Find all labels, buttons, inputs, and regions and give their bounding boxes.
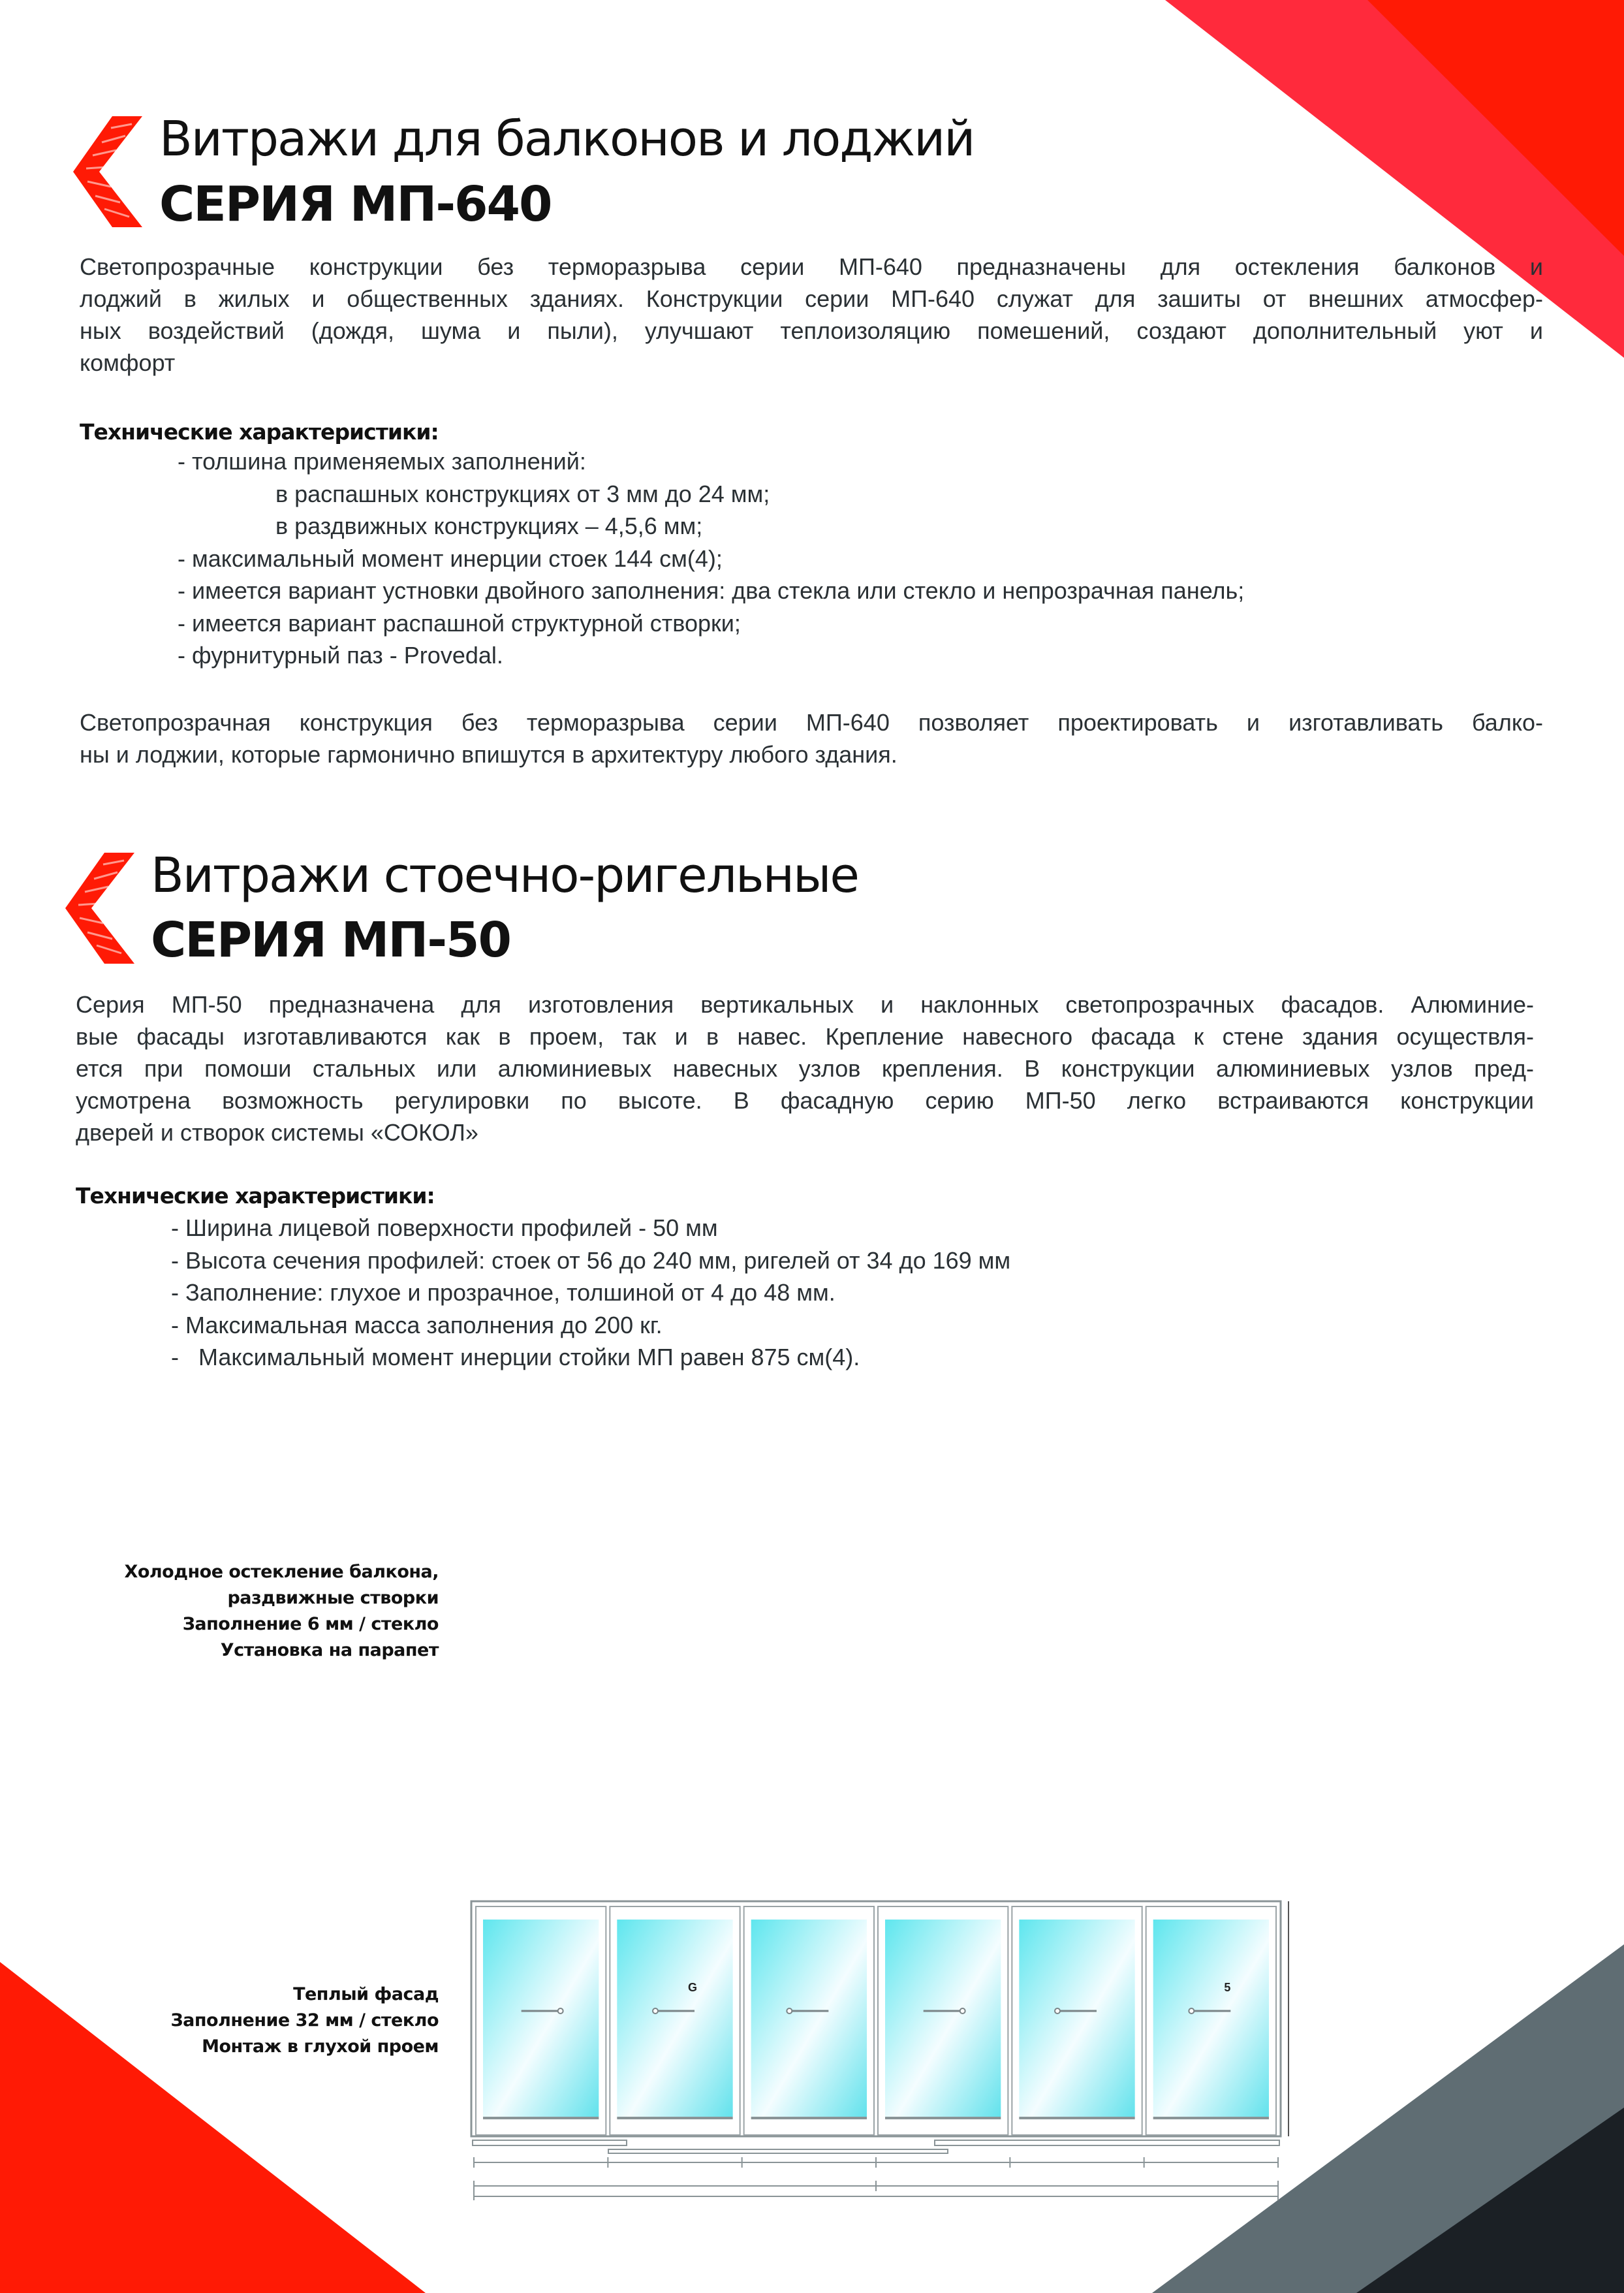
- sash-bottom-rail: [885, 2117, 1001, 2119]
- sill: [935, 2140, 1279, 2145]
- section2-specs-heading: Технические характеристики:: [76, 1183, 435, 1209]
- spec-item: - фурнитурный паз - Provedal.: [178, 642, 503, 669]
- outro-line: ны и лоджии, которые гармонично впишутся в архитектуру любого здания.: [80, 741, 898, 768]
- caption-warm-facade: [170, 1982, 439, 2060]
- glass-pane: [751, 1920, 867, 2117]
- intro-line: дверей и створок системы «СОКОЛ»: [76, 1119, 478, 1146]
- section1-series: СЕРИЯ МП-640: [159, 176, 552, 232]
- intro-line: Серия МП-50 предназначена для изготовления вертикальных и наклонных светопрозрачных фасадов. Алюминие-: [76, 991, 1534, 1018]
- glass-pane: [885, 1920, 1001, 2117]
- caption-line: Установка на парапет: [220, 1640, 439, 1660]
- spec-item: - имеется вариант устновки двойного заполнения: два стекла или стекло и непрозрачная панель;: [178, 577, 1245, 604]
- outro-line: Светопрозрачная конструкция без терморазрыва серии МП-640 позволяет проектировать и изготавливать балко-: [80, 709, 1543, 736]
- sill: [608, 2149, 948, 2153]
- caption-line: раздвижные створки: [227, 1588, 439, 1608]
- caption-line: Холодное остекление балкона,: [124, 1562, 439, 1582]
- section2-intro: [76, 988, 1534, 1148]
- spec-item: в распашных конструкциях от 3 мм до 24 мм;: [275, 480, 770, 507]
- handle-knob-icon: [1189, 2008, 1194, 2014]
- caption-line: Монтаж в глухой проем: [202, 2036, 439, 2057]
- sash-bottom-rail: [617, 2117, 732, 2119]
- intro-line: Светопрозрачные конструкции без терморазрыва серии МП-640 предназначены для остекления балконов и: [80, 253, 1543, 280]
- spec-item: в раздвижных конструкциях – 4,5,6 мм;: [275, 513, 703, 539]
- section1-title: Витражи для балконов и лоджий: [159, 111, 975, 167]
- spec-item: - Максимальный момент инерции стойки МП равен 875 см(4).: [171, 1344, 860, 1370]
- caption-line: Теплый фасад: [293, 1984, 439, 2004]
- glass-pane: [617, 1920, 732, 2117]
- intro-line: вые фасады изготавливаются как в проем, так и в навес. Крепление навесного фасада к стене здания осуществля-: [76, 1023, 1534, 1050]
- sash-bottom-rail: [1153, 2117, 1269, 2119]
- caption-line: Заполнение 6 мм / стекло: [182, 1614, 439, 1634]
- spec-item: - Высота сечения профилей: стоек от 56 до 240 мм, ригелей от 34 до 169 мм: [171, 1246, 1011, 1274]
- section1-outro: [80, 706, 1543, 770]
- spec-item: - толшина применяемых заполнений:: [178, 448, 586, 475]
- glass-pane: [1019, 1920, 1134, 2117]
- section1-specs-list: [178, 445, 1244, 672]
- spec-item: - имеется вариант распашной структурной створки;: [178, 609, 741, 637]
- sash-bottom-rail: [483, 2117, 599, 2119]
- sash-bottom-rail: [1019, 2117, 1134, 2119]
- logo-chevron-icon: [65, 853, 137, 964]
- handle-knob-icon: [960, 2008, 965, 2014]
- section2-specs-list: [171, 1212, 1010, 1374]
- intro-line: лоджий в жилых и общественных зданиях. Конструкции серии МП-640 служат для зашиты от внешних атмосфер-: [80, 285, 1543, 312]
- window-diagram: [465, 1893, 1295, 2200]
- sill: [473, 2140, 627, 2145]
- spec-item: - Ширина лицевой поверхности профилей - 50 мм: [171, 1214, 718, 1241]
- handle-knob-icon: [653, 2008, 658, 2014]
- section2-title: Витражи стоечно-ригельные: [151, 847, 858, 904]
- logo-chevron-icon: [73, 116, 145, 227]
- spec-item: - Заполнение: глухое и прозрачное, толшиной от 4 до 48 мм.: [171, 1279, 835, 1306]
- spec-item: - Максимальная масса заполнения до 200 кг.: [171, 1311, 663, 1338]
- sash-bottom-rail: [751, 2117, 867, 2119]
- intro-line: ных воздействий (дождя, шума и пыли), улучшают теплоизоляцию помешений, создают дополнительный уют и: [80, 317, 1543, 344]
- glass-pane: [483, 1920, 599, 2117]
- caption-cold-glazing: [125, 1559, 439, 1664]
- sash-mark-label: G: [688, 1981, 698, 1994]
- intro-line: комфорт: [80, 349, 176, 376]
- handle-knob-icon: [787, 2008, 792, 2014]
- spec-item: - максимальный момент инерции стоек 144 см(4);: [178, 545, 723, 572]
- handle-knob-icon: [558, 2008, 563, 2014]
- glass-pane: [1153, 1920, 1269, 2117]
- section2-series: СЕРИЯ МП-50: [151, 912, 511, 968]
- intro-line: ется при помоши стальных или алюминиевых навесных узлов крепления. В конструкции алюминиевых узлов пред-: [76, 1055, 1534, 1082]
- section1-specs-heading: Технические характеристики:: [80, 419, 439, 445]
- section1-intro: [80, 251, 1543, 379]
- sash-mark-label: 5: [1224, 1981, 1231, 1994]
- intro-line: усмотрена возможность регулировки по высоте. В фасадную серию МП-50 легко встраиваются конструкции: [76, 1087, 1534, 1114]
- caption-line: Заполнение 32 мм / стекло: [170, 2010, 439, 2031]
- handle-knob-icon: [1055, 2008, 1060, 2014]
